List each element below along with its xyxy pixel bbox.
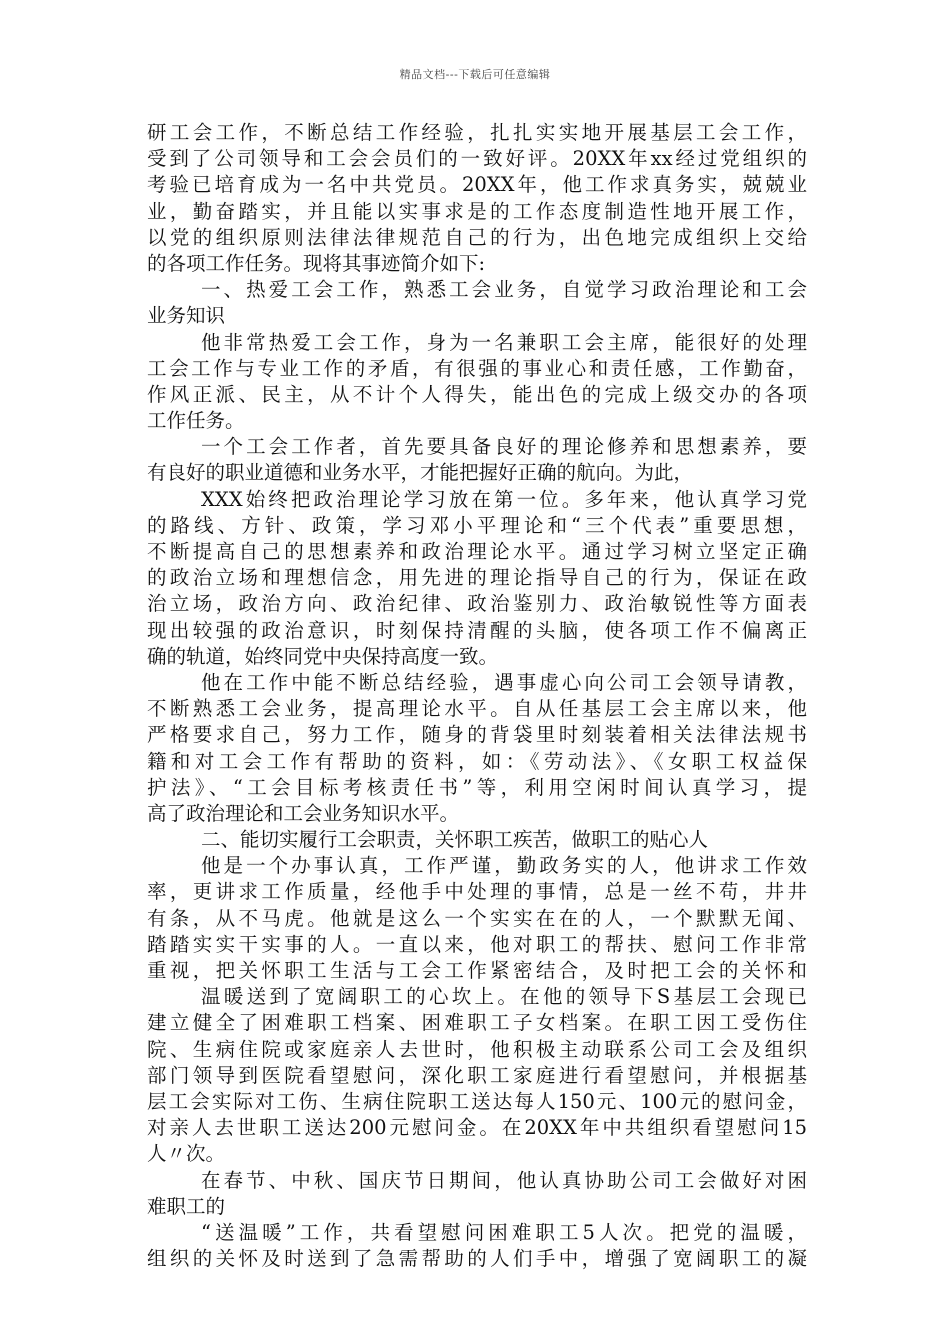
text-line: 严格要求自己，努力工作，随身的背袋里时刻装着相关法律法规书: [147, 723, 807, 747]
text-line: 不断熟悉工会业务，提高理论水平。自从任基层工会主席以来，他: [147, 697, 807, 721]
text-line: 考验已培育成为一名中共党员。20XX年，他工作求真务实，兢兢业: [147, 173, 807, 197]
text-line: 踏踏实实干实事的人。一直以来，他对职工的帮扶、慰问工作非常: [147, 932, 807, 956]
text-line: 确的轨道，始终同党中央保持高度一致。: [147, 644, 499, 668]
text-line: “送温暖”工作，共看望慰问困难职工5人次。把党的温暖，: [201, 1220, 807, 1244]
text-line: 有条，从不马虎。他就是这么一个实实在在的人，一个默默无闻、: [147, 906, 807, 930]
text-line: 有良好的职业道德和业务水平，才能把握好正确的航向。为此，: [147, 461, 694, 485]
text-line: 人〃次。: [147, 1142, 226, 1166]
text-line: 建立健全了困难职工档案、困难职工子女档案。在职工因工受伤住: [147, 1011, 807, 1035]
text-line: 他在工作中能不断总结经验，遇事虚心向公司工会领导请教，: [201, 670, 807, 694]
text-line: 一个工会工作者，首先要具备良好的理论修养和思想素养，要: [201, 435, 807, 459]
text-line: 一、热爱工会工作，熟悉工会业务，自觉学习政治理论和工会: [201, 278, 807, 302]
text-line: 温暖送到了宽阔职工的心坎上。在他的领导下S基层工会现已: [201, 985, 807, 1009]
text-line: 部门领导到医院看望慰问，深化职工家庭进行看望慰问，并根据基: [147, 1063, 807, 1087]
text-line: 研工会工作，不断总结工作经验，扎扎实实地开展基层工会工作，: [147, 121, 807, 144]
text-line: 业，勤奋踏实，并且能以实事求是的工作态度制造性地开展工作，: [147, 199, 807, 223]
text-line: 不断提高自己的思想素养和政治理论水平。通过学习树立坚定正确: [147, 540, 807, 563]
text-line: 他是一个办事认真，工作严谨，勤政务实的人，他讲求工作效: [201, 854, 807, 878]
text-line: 护法》、“工会目标考核责任书”等，利用空闲时间认真学习，提: [147, 775, 807, 799]
page-header: 精品文档---下载后可任意编辑: [399, 68, 551, 81]
text-line: 在春节、中秋、国庆节日期间，他认真协助公司工会做好对困: [201, 1168, 807, 1192]
document-body: [147, 120, 807, 1272]
text-line: 以党的组织原则法律法律规范自己的行为，出色地完成组织上交给: [147, 225, 807, 249]
text-line: 籍和对工会工作有帮助的资料，如：《劳动法》、《女职工权益保: [147, 749, 807, 773]
text-line: 的政治立场和理想信念，用先进的理论指导自己的行为，保证在政: [147, 566, 807, 590]
text-line: 层工会实际对工伤、生病住院职工送达每人150元、100元的慰问金，: [147, 1089, 807, 1113]
text-line: 对亲人去世职工送达200元慰问金。在20XX年中共组织看望慰问15: [147, 1116, 807, 1140]
text-line: XXX始终把政治理论学习放在第一位。多年来，他认真学习党: [201, 487, 807, 511]
text-line: 难职工的: [147, 1194, 226, 1218]
text-line: 组织的关怀及时送到了急需帮助的人们手中，增强了宽阔职工的凝: [147, 1247, 807, 1271]
text-line: 院、生病住院或家庭亲人去世时，他积极主动联系公司工会及组织: [147, 1037, 807, 1061]
text-line: 工作任务。: [147, 409, 245, 433]
text-line: 作风正派、民主，从不计个人得失，能出色的完成上级交办的各项: [147, 382, 807, 406]
text-line: 治立场，政治方向、政治纪律、政治鉴别力、政治敏锐性等方面表: [147, 592, 807, 616]
text-line: 率，更讲求工作质量，经他手中处理的事情，总是一丝不苟，井井: [147, 880, 807, 904]
text-line: 业务知识: [147, 304, 226, 328]
text-line: 重视，把关怀职工生活与工会工作紧密结合，及时把工会的关怀和: [147, 959, 807, 982]
text-line: 高了政治理论和工会业务知识水平。: [147, 801, 460, 825]
text-line: 二、能切实履行工会职责，关怀职工疾苦，做职工的贴心人: [201, 828, 709, 852]
text-line: 他非常热爱工会工作，身为一名兼职工会主席，能很好的处理: [201, 330, 807, 354]
text-line: 工会工作与专业工作的矛盾，有很强的事业心和责任感，工作勤奋，: [147, 356, 807, 380]
text-line: 现出较强的政治意识，时刻保持清醒的头脑，使各项工作不偏离正: [147, 618, 807, 642]
text-line: 的各项工作任务。现将其事迹简介如下:: [147, 251, 486, 275]
text-line: 的路线、方针、政策，学习邓小平理论和“三个代表”重要思想，: [147, 513, 807, 537]
text-line: 受到了公司领导和工会会员们的一致好评。20XX年xx经过党组织的: [147, 147, 807, 171]
